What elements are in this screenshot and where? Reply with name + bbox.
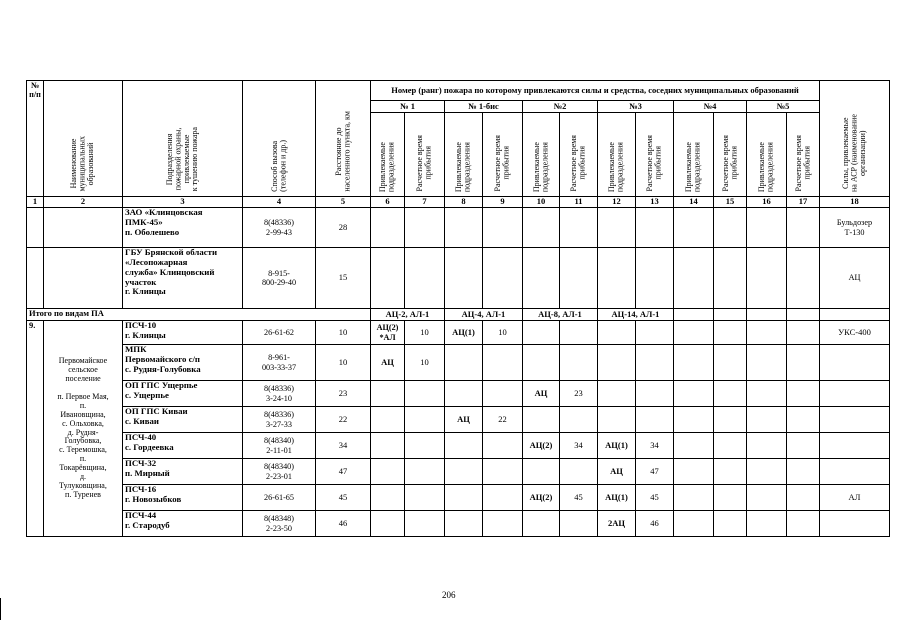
rank3-time: 46 [636, 511, 674, 537]
call-cell: 8(48336) 3-27-33 [243, 407, 316, 433]
column-number: 18 [820, 197, 890, 208]
asr-cell [820, 511, 890, 537]
unit-cell: ПСЧ-16 г. Новозыбков [123, 485, 243, 511]
rank2-units [523, 345, 560, 381]
table-row [27, 433, 890, 459]
column-number: 9 [483, 197, 523, 208]
rank3-units: АЦ(1) [598, 433, 636, 459]
header-units: Привлекаемые подразделения [445, 113, 483, 197]
distance-cell: 10 [316, 345, 371, 381]
asr-cell [820, 407, 890, 433]
rank1-time [405, 433, 445, 459]
call-cell: 8(48340) 2-11-01 [243, 433, 316, 459]
distance-cell: 47 [316, 459, 371, 485]
rank2-units [523, 459, 560, 485]
rank1-time: 10 [405, 345, 445, 381]
unit-cell: ПСЧ-40 с. Гордеевка [123, 433, 243, 459]
rank3-units [598, 381, 636, 407]
distance-cell: 15 [316, 248, 371, 309]
rank1bis-units [445, 485, 483, 511]
header-time: Расчетное время прибытия [636, 113, 674, 197]
rank1bis-units [445, 345, 483, 381]
table-row [27, 459, 890, 485]
unit-cell: ПСЧ-44 г. Стародуб [123, 511, 243, 537]
rank1bis-units [445, 511, 483, 537]
rank1bis-time [483, 459, 523, 485]
rank1-units [371, 433, 405, 459]
rank1bis-time [483, 345, 523, 381]
header-units: Привлекаемые подразделения [523, 113, 560, 197]
rank1bis-time: 22 [483, 407, 523, 433]
rank2-time [560, 511, 598, 537]
rank1-units [371, 485, 405, 511]
call-cell: 8(48340) 2-23-01 [243, 459, 316, 485]
rank3-time: 45 [636, 485, 674, 511]
header-municipality: Наименование муниципальных образований [44, 81, 123, 197]
column-number: 11 [560, 197, 598, 208]
row-number: 9. [27, 321, 44, 537]
call-cell: 8(48348) 2-23-50 [243, 511, 316, 537]
header-time: Расчетное время прибытия [714, 113, 747, 197]
table-row [27, 407, 890, 433]
rank1bis-units [445, 381, 483, 407]
column-number: 5 [316, 197, 371, 208]
header-fire-units: Подразделения пожарной охраны, привлекаемые к тушению пожара [123, 81, 243, 197]
distance-cell: 34 [316, 433, 371, 459]
header-fire-rank-group: Номер (ранг) пожара по которому привлекаются силы и средства, соседних муниципальных образований [371, 81, 820, 101]
rank1bis-units: АЦ [445, 407, 483, 433]
rank2-time [560, 459, 598, 485]
rank3-time: 47 [636, 459, 674, 485]
column-number: 17 [787, 197, 820, 208]
header-rank-3: №3 [598, 101, 674, 113]
rank1bis-units [445, 433, 483, 459]
rank2-time [560, 345, 598, 381]
header-time: Расчетное время прибытия [787, 113, 820, 197]
distance-cell: 22 [316, 407, 371, 433]
rank2-time: 45 [560, 485, 598, 511]
rank3-units [598, 321, 636, 345]
header-rank-5: №5 [747, 101, 820, 113]
fire-forces-table [26, 80, 890, 537]
total-rank-3: АЦ-14, АЛ-1 [598, 309, 674, 321]
asr-cell: АЦ [820, 248, 890, 309]
rank1-units [371, 511, 405, 537]
municipality-cell: Первомайское сельское поселение п. Первое Мая, п. Ивановщина, с. Ольховка, д. Рудня- Голубовка, с. Теремошка, п. Токарёвщина, д. Тулуковщина, п. Туренев [44, 321, 123, 537]
call-cell: 26-61-65 [243, 485, 316, 511]
page-number: 206 [442, 590, 456, 600]
header-units: Привлекаемые подразделения [598, 113, 636, 197]
header-time: Расчетное время прибытия [560, 113, 598, 197]
call-cell: 8(48336) 2-99-43 [243, 208, 316, 248]
distance-cell: 45 [316, 485, 371, 511]
column-number: 8 [445, 197, 483, 208]
rank1-time [405, 459, 445, 485]
rank2-units: АЦ(2) [523, 485, 560, 511]
column-number: 3 [123, 197, 243, 208]
header-time: Расчетное время прибытия [405, 113, 445, 197]
call-cell: 26-61-62 [243, 321, 316, 345]
rank1-time [405, 485, 445, 511]
asr-cell [820, 381, 890, 407]
rank1-units [371, 407, 405, 433]
rank3-units: 2АЦ [598, 511, 636, 537]
distance-cell: 23 [316, 381, 371, 407]
unit-cell: ГБУ Брянской области «Лесопожарная служба» Клинцовский участок г. Клинцы [123, 248, 243, 309]
column-number: 4 [243, 197, 316, 208]
rank1bis-time [483, 381, 523, 407]
total-label: Итого по видам ПА [27, 309, 371, 321]
column-number: 16 [747, 197, 787, 208]
header-asr-forces: Силы, привлекаемые на АСР (наименование организации) [820, 81, 890, 197]
column-number: 14 [674, 197, 714, 208]
rank1-units [371, 459, 405, 485]
column-number: 12 [598, 197, 636, 208]
rank3-time [636, 407, 674, 433]
rank1bis-time [483, 511, 523, 537]
rank3-units: АЦ(1) [598, 485, 636, 511]
rank1bis-time [483, 485, 523, 511]
rank1-units: АЦ [371, 345, 405, 381]
rank1-time [405, 407, 445, 433]
header-units: Привлекаемые подразделения [371, 113, 405, 197]
rank1bis-time: 10 [483, 321, 523, 345]
rank1-time [405, 381, 445, 407]
column-number: 1 [27, 197, 44, 208]
distance-cell: 46 [316, 511, 371, 537]
asr-cell [820, 345, 890, 381]
rank1-time: 10 [405, 321, 445, 345]
unit-cell: ОП ГПС Ущерпье с. Ущерпье [123, 381, 243, 407]
column-number: 2 [44, 197, 123, 208]
table-row [27, 381, 890, 407]
rank3-units [598, 345, 636, 381]
header-time: Расчетное время прибытия [483, 113, 523, 197]
column-number: 6 [371, 197, 405, 208]
column-number: 10 [523, 197, 560, 208]
header-distance: Расстояние до населенного пункта, км [316, 81, 371, 197]
rank1-units [371, 381, 405, 407]
column-number: 13 [636, 197, 674, 208]
rank1bis-units [445, 459, 483, 485]
header-units: Привлекаемые подразделения [747, 113, 787, 197]
rank2-units [523, 321, 560, 345]
rank3-time: 34 [636, 433, 674, 459]
rank3-units [598, 407, 636, 433]
header-call-method: Способ вызова (телефон и др.) [243, 81, 316, 197]
rank2-time [560, 407, 598, 433]
asr-cell: Бульдозер Т-130 [820, 208, 890, 248]
call-cell: 8-961- 003-33-37 [243, 345, 316, 381]
unit-cell: ПСЧ-10 г. Клинцы [123, 321, 243, 345]
rank3-time [636, 321, 674, 345]
asr-cell: УКС-400 [820, 321, 890, 345]
total-rank-1-bis: АЦ-4, АЛ-1 [445, 309, 523, 321]
rank1bis-units: АЦ(1) [445, 321, 483, 345]
table-row [27, 511, 890, 537]
header-number: № п/п [27, 81, 44, 197]
unit-cell: ОП ГПС Киваи с. Киваи [123, 407, 243, 433]
table-row [27, 485, 890, 511]
total-rank-1: АЦ-2, АЛ-1 [371, 309, 445, 321]
distance-cell: 28 [316, 208, 371, 248]
asr-cell [820, 459, 890, 485]
rank3-time [636, 381, 674, 407]
rank2-time: 34 [560, 433, 598, 459]
header-rank-4: №4 [674, 101, 747, 113]
table-row [27, 248, 890, 309]
asr-cell [820, 433, 890, 459]
scan-edge-line [0, 598, 1, 620]
distance-cell: 10 [316, 321, 371, 345]
rank3-time [636, 345, 674, 381]
unit-cell: МПК Первомайского с/п с. Рудня-Голубовка [123, 345, 243, 381]
rank2-units [523, 407, 560, 433]
rank2-time [560, 321, 598, 345]
rank1-units: АЦ(2) *АЛ [371, 321, 405, 345]
call-cell: 8(48336) 3-24-10 [243, 381, 316, 407]
rank2-time: 23 [560, 381, 598, 407]
rank1-time [405, 511, 445, 537]
header-units: Привлекаемые подразделения [674, 113, 714, 197]
table-row [27, 345, 890, 381]
asr-cell: АЛ [820, 485, 890, 511]
rank3-units: АЦ [598, 459, 636, 485]
unit-cell: ПСЧ-32 п. Мирный [123, 459, 243, 485]
rank2-units: АЦ [523, 381, 560, 407]
total-row [27, 309, 890, 321]
table-row [27, 208, 890, 248]
unit-cell: ЗАО «Клинцовская ПМК-45» п. Оболешево [123, 208, 243, 248]
table-row [27, 321, 890, 345]
rank2-units [523, 511, 560, 537]
header-rank-1: № 1 [371, 101, 445, 113]
column-number: 7 [405, 197, 445, 208]
rank1bis-time [483, 433, 523, 459]
header-rank-1-bis: № 1-бис [445, 101, 523, 113]
rank2-units: АЦ(2) [523, 433, 560, 459]
call-cell: 8-915- 800-29-40 [243, 248, 316, 309]
total-rank-2: АЦ-8, АЛ-1 [523, 309, 598, 321]
column-number: 15 [714, 197, 747, 208]
header-rank-2: №2 [523, 101, 598, 113]
